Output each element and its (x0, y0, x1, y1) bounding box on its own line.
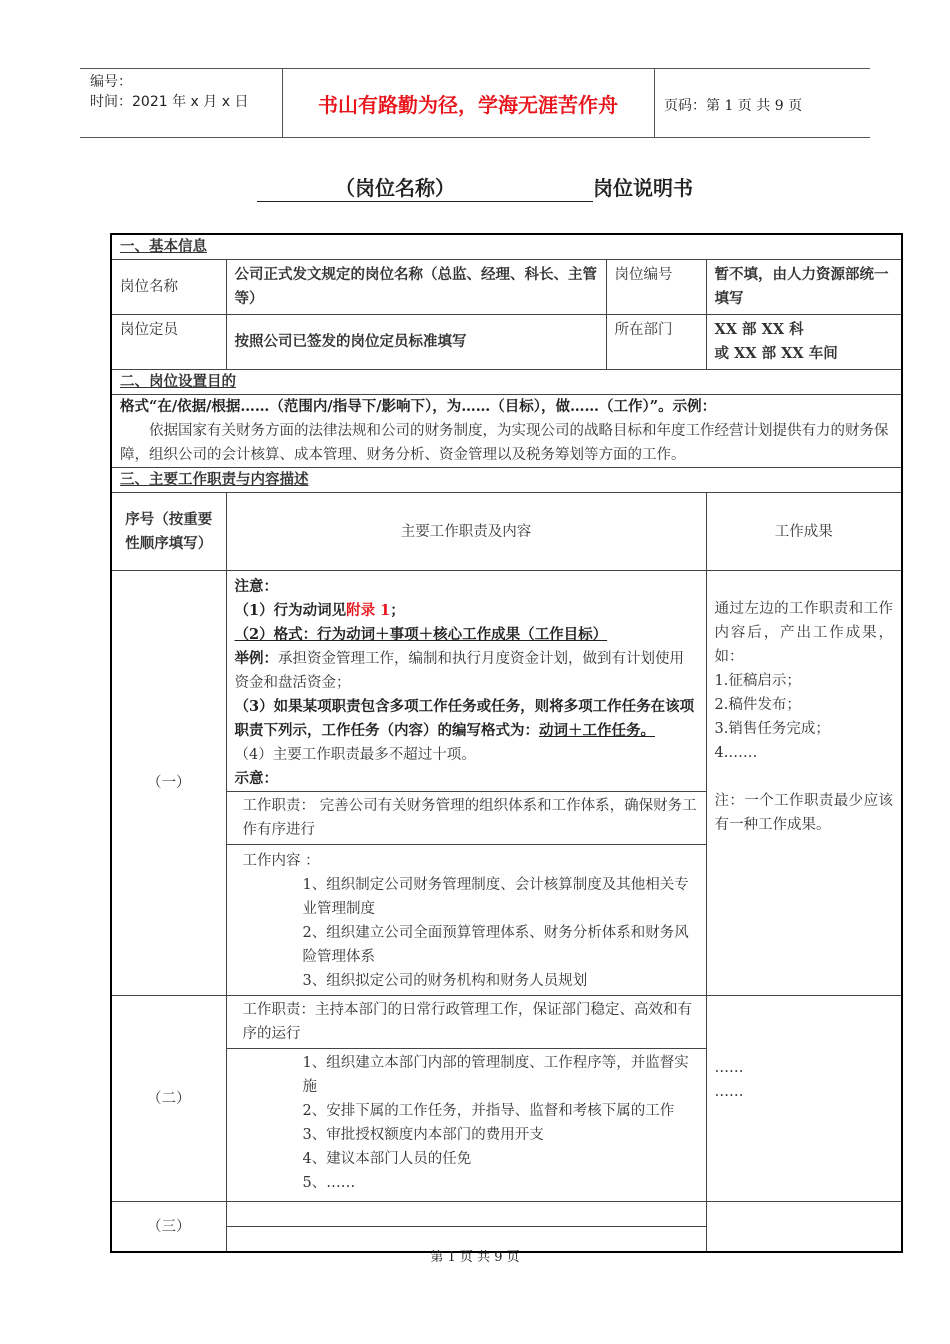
duty1-note3 (235, 695, 698, 743)
appendix-link[interactable]: 附录 1 (346, 602, 391, 619)
duty1-show-label: 示意： (234, 770, 278, 787)
headcount-value: 按照公司已签发的岗位定员标准填写 (226, 315, 606, 370)
date-label: 时间：2021 年 x 月 x 日 (90, 94, 249, 110)
duty1-result2: 2.稿件发布； (714, 697, 801, 713)
duty1-item2: 2、组织建立公司全面预算管理体系、财务分析体系和财务风险管理体系 (302, 925, 689, 965)
duty2-result (706, 996, 902, 1202)
duty2-item1: 1、组织建立本部门内部的管理制度、工作程序等，并监督实施 (302, 1055, 689, 1095)
duty1-content-label: 工作内容 ： (242, 853, 320, 869)
duty1-item1: 1、组织制定公司财务管理制度、会计核算制度及其他相关专业管理制度 (302, 877, 689, 917)
duty1-note1-suffix: ； (390, 602, 405, 619)
duty1-content (226, 571, 706, 996)
post-name-label: 岗位名称 (111, 260, 226, 315)
dept-value-line2: 或 XX 部 XX 车间 (714, 345, 838, 362)
purpose-example: 依据国家有关财务方面的法律法规和公司的财务制度，为实现公司的战略目标和年度工作经营计划提供有力的财务保障，组织公司的会计核算、成本管理、财务分析、资金管理以及税务筹划等方面的工作。 (120, 423, 889, 463)
duty3-content (226, 1202, 706, 1253)
col-header-no: 序号（按重要性顺序填写） (111, 493, 226, 571)
job-description-table (110, 233, 903, 1253)
section-purpose: 二、岗位设置目的 (111, 370, 902, 395)
duty1-result1: 1.征稿启示； (714, 673, 801, 689)
duty2-no: （二） (111, 996, 226, 1202)
duty1-result (706, 571, 902, 996)
duty2-result1: …… (714, 1060, 744, 1076)
col-header-content: 主要工作职责及内容 (226, 493, 706, 571)
title-suffix: 岗位说明书 (593, 176, 693, 200)
duty2-result2: …… (714, 1084, 744, 1100)
duty2-content (226, 996, 706, 1202)
number-label: 编号： (90, 74, 132, 90)
duty1-note4: （4）主要工作职责最多不超过十项。 (234, 747, 476, 763)
section-basic-info: 一、基本信息 (111, 234, 902, 260)
duty1-resp: 工作职责： 完善公司有关财务管理的组织体系和工作体系，确保财务工作有序进行 (227, 791, 706, 844)
duty2-item3: 3、审批授权额度内本部门的费用开支 (302, 1127, 544, 1143)
duty1-result-intro: 通过左边的工作职责和工作内容后，产出工作成果，如： (714, 601, 893, 665)
duty1-example (235, 647, 698, 695)
duty1-note1-prefix: （1）行为动词见 (234, 602, 347, 619)
col-header-result: 工作成果 (706, 493, 902, 571)
duty3-result (706, 1202, 902, 1253)
page-footer: 第 1 页 共 9 页 (430, 1250, 520, 1265)
header-page-label: 页码：第 1 页 共 9 页 (664, 98, 803, 114)
title-name-placeholder: （岗位名称） (335, 176, 455, 200)
duty2-item4: 4、建议本部门人员的任免 (302, 1151, 472, 1167)
duty1-result4: 4.…… (714, 745, 758, 761)
duty1-result-note: 注：一个工作职责最少应该有一种工作成果。 (714, 793, 893, 833)
section-duties: 三、主要工作职责与内容描述 (111, 468, 902, 493)
duty2-resp: 工作职责：主持本部门的日常行政管理工作，保证部门稳定、高效和有序的运行 (242, 1002, 692, 1042)
post-name-value: 公司正式发文规定的岗位名称（总监、经理、科长、主管等） (226, 260, 606, 315)
duty1-note3-b: 动词＋工作任务。 (539, 722, 655, 739)
dept-value-line1: XX 部 XX 科 (714, 321, 804, 338)
post-code-value: 暂不填，由人力资源部统一填写 (706, 260, 902, 315)
header-meta (80, 69, 283, 137)
purpose-format: 格式“在/依据/根据……（范围内/指导下/影响下），为……（目标），做……（工作）”。示例： (120, 398, 717, 415)
post-code-label: 岗位编号 (606, 260, 706, 315)
duty3-row1 (227, 1202, 706, 1226)
duty3-no: （三） (111, 1202, 226, 1253)
header-motto: 书山有路勤为径，学海无涯苦作舟 (282, 69, 655, 137)
duty1-note3-a: （3）如果某项职责包含多项工作任务或任务，则将多项工作任务在该项职责下列示，工作任务（内容）的编写格式为： (234, 698, 695, 739)
duty2-work-content (227, 1048, 706, 1201)
duty1-note1 (235, 599, 698, 623)
duty1-notes (227, 571, 706, 791)
duty1-work-content (227, 844, 706, 995)
duty1-note-title: 注意： (234, 578, 278, 595)
dept-label: 所在部门 (606, 315, 706, 370)
page-header (80, 68, 870, 138)
duty1-item3: 3、组织拟定公司的财务机构和财务人员规划 (302, 973, 588, 989)
duty2-item5: 5、…… (302, 1175, 356, 1191)
dept-value (706, 315, 902, 370)
purpose-cell (111, 395, 902, 468)
duty1-note2: （2）格式：行为动词＋事项＋核心工作成果（工作目标） (234, 626, 608, 643)
duty2-item2: 2、安排下属的工作任务，并指导、监督和考核下属的工作 (302, 1103, 675, 1119)
title-name-underline (257, 172, 593, 202)
headcount-label: 岗位定员 (111, 315, 226, 370)
duty1-example-text: 承担资金管理工作，编制和执行月度资金计划，做到有计划使用资金和盘活资金； (234, 651, 684, 691)
duty1-no: （一） (111, 571, 226, 996)
document-title (0, 172, 950, 202)
duty1-result3: 3.销售任务完成； (714, 721, 830, 737)
duty1-example-label: 举例： (234, 650, 278, 667)
